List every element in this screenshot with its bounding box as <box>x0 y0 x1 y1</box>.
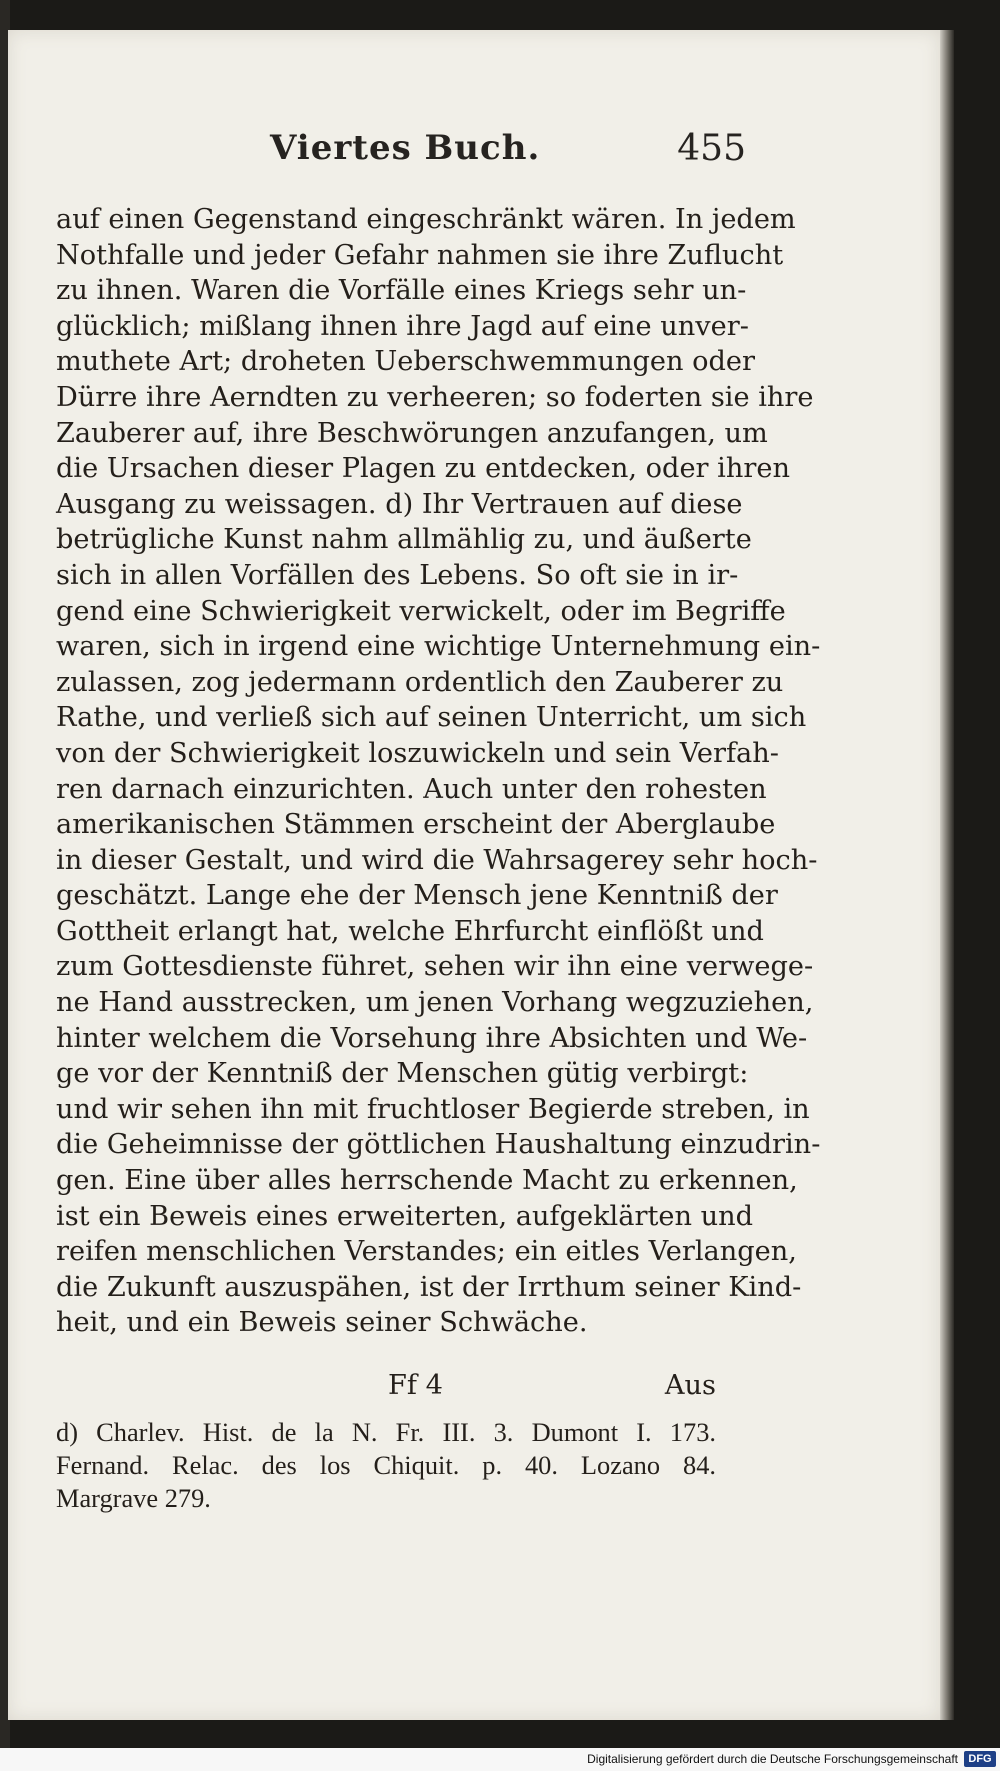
signature-mark: Ff 4 <box>388 1370 443 1401</box>
text-line: heit, und ein Beweis seiner Schwäche. <box>56 1307 588 1339</box>
running-header: Viertes Buch. <box>270 128 541 168</box>
catchword: Aus <box>664 1370 716 1401</box>
footer-credit: Digitalisierung gefördert durch die Deutsche Forschungsgemeinschaft <box>587 1752 958 1766</box>
footer-bar <box>0 1748 1000 1771</box>
body-text <box>56 202 821 1341</box>
text-line: Zauberer auf, ihre Beschwörungen anzufangen, um <box>56 417 768 449</box>
page-number: 455 <box>677 128 746 169</box>
text-line: glücklich; mißlang ihnen ihre Jagd auf eine unver- <box>56 310 749 342</box>
text-line: ren darnach einzurichten. Auch unter den rohesten <box>56 773 767 805</box>
text-line: betrügliche Kunst nahm allmählig zu, und äußerte <box>56 524 752 556</box>
text-line: amerikanischen Stämmen erscheint der Aberglaube <box>56 809 776 841</box>
footnote <box>56 1416 716 1515</box>
text-line: muthete Art; droheten Ueberschwemmungen oder <box>56 346 755 378</box>
text-line: Dürre ihre Aerndten zu verheeren; so foderten sie ihre <box>56 381 814 413</box>
text-line: und wir sehen ihn mit fruchtloser Begierde streben, in <box>56 1093 810 1125</box>
text-line: geschätzt. Lange ehe der Mensch jene Kenntniß der <box>56 880 778 912</box>
text-line: Nothfalle und jeder Gefahr nahmen sie ihre Zuflucht <box>56 239 784 271</box>
signature-line <box>56 1370 716 1406</box>
text-line: sich in allen Vorfällen des Lebens. So oft sie in ir- <box>56 559 739 591</box>
text-line: in dieser Gestalt, und wird die Wahrsagerey sehr hoch- <box>56 844 818 876</box>
text-line: reifen menschlichen Verstandes; ein eitles Verlangen, <box>56 1236 797 1268</box>
text-line: die Zukunft auszuspähen, ist der Irrthum seiner Kind- <box>56 1271 802 1303</box>
text-line: gend eine Schwierigkeit verwickelt, oder im Begriffe <box>56 595 786 627</box>
page-edge-shadow <box>940 30 954 1720</box>
footnote-line: Margrave 279. <box>56 1483 211 1513</box>
text-line: die Geheimnisse der göttlichen Haushaltung einzudrin- <box>56 1129 821 1161</box>
text-line: Ausgang zu weissagen. d) Ihr Vertrauen auf diese <box>56 488 743 520</box>
text-line: auf einen Gegenstand eingeschränkt wären. In jedem <box>56 204 796 235</box>
footnote-line: Fernand. Relac. des los Chiquit. p. 40. Lozano 84. <box>56 1450 716 1480</box>
text-line: Gottheit erlangt hat, welche Ehrfurcht einflößt und <box>56 915 764 947</box>
text-line: zulassen, zog jedermann ordentlich den Zauberer zu <box>56 666 784 698</box>
text-line: hinter welchem die Vorsehung ihre Absichten und We- <box>56 1022 808 1054</box>
text-line: ist ein Beweis eines erweiterten, aufgeklärten und <box>56 1200 754 1232</box>
text-line: die Ursachen dieser Plagen zu entdecken, oder ihren <box>56 453 790 485</box>
text-line: gen. Eine über alles herrschende Macht zu erkennen, <box>56 1165 798 1197</box>
text-line: zu ihnen. Waren die Vorfälle eines Kriegs sehr un- <box>56 275 747 307</box>
text-line: ne Hand ausstrecken, um jenen Vorhang wegzuziehen, <box>56 987 814 1019</box>
footnote-line: d) Charlev. Hist. de la N. Fr. III. 3. Dumont I. 173. <box>56 1417 716 1447</box>
text-line: Rathe, und verließ sich auf seinen Unterricht, um sich <box>56 702 807 734</box>
text-line: von der Schwierigkeit loszuwickeln und sein Verfah- <box>56 737 779 769</box>
dfg-logo-icon: DFG <box>964 1751 996 1767</box>
text-line: waren, sich in irgend eine wichtige Unternehmung ein- <box>56 631 821 663</box>
text-line: zum Gottesdienste führet, sehen wir ihn eine verwege- <box>56 951 814 983</box>
text-line: ge vor der Kenntniß der Menschen gütig verbirgt: <box>56 1058 749 1090</box>
